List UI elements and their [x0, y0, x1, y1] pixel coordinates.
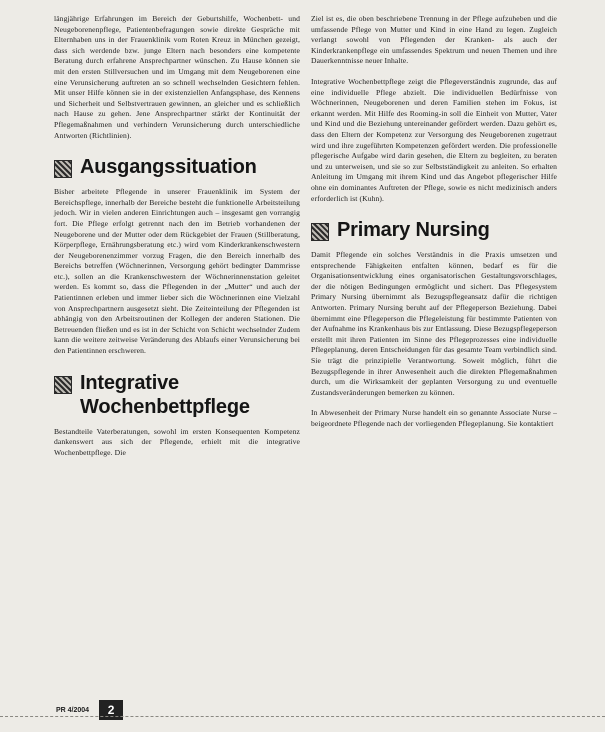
hatched-square-icon [54, 160, 72, 178]
hatched-square-icon [311, 223, 329, 241]
paragraph-intro: längjährige Erfahrungen im Bereich der Geburtshilfe, Wochenbett- und Neugeborenenpflege, Patientenbefragungen sowie direkte Gespräche mit Elternhaben uns in der Frauenklinik vom Roten Kreuz in München gezeigt, dass sich werdende bzw. junge Eltern nach besonders eine kompetente Beratung durch erfahrene Ansprechpartner wünschen. Zu Hause können sie mit den ersten Stillversuchen und im Umgang mit dem Neugeborenen eine eine Verunsicherung auftreten an so schnell wechselnden Gesichtern fehlen. Mit unser Hilfe können sie in der existenziellen Anfangsphase, des Kennens und Sicherheit und Selbstvertrauen gewinnen, an gleicher und es schließlich nach Hause zu gehen. Jene Ansprechpartner stärkt der Kontinuität der Pflegemaßnahmen und verhindern Verunsicherung durch unterschiedliche Antworten (Richtlinien). [54, 14, 300, 140]
heading-text: Ausgangssituation [80, 156, 257, 179]
paragraph-integrative: Bestandteile Vaterberatungen, sowohl im ersten Konsequenten Kompetenz dankenswert aus sich der Pflegende, erhielt mit die integrative Wochenbettpflege. Die [54, 426, 300, 457]
page-edge-divider [0, 716, 605, 717]
page-number: 2 [99, 700, 123, 720]
heading-text: Primary Nursing [337, 219, 490, 242]
paragraph-associate-nurse: In Abwesenheit der Primary Nurse handelt ein so genannte Associate Nurse – beigeordnete Pflegende nach der vorliegenden Pflegeplanung. Sie kontaktiert [311, 408, 557, 428]
paragraph-integrative-verstaendnis: Integrative Wochenbettpflege zeigt die Pflegeverständnis zugrunde, das auf eine individuelle Pflege abzielt. Die individuellen Bedürfnisse von Wöchnerinnen, Neugeborenen und deren Familien stehen im Fokus, ist erkannt werden. Mit Hilfe des Rooming-in soll die Einheit von Mutter, Vater und Kind und die Beziehung untereinander gefördert werden. Dazu gehört es, dass den Eltern der Kompetenz zur Versorgung des Neugeborenen zugetraut wird und ihre zugeführten Kompetenzen gefördert werden. Die professionelle pflegerische Aufgabe wird darin gesehen, die Eltern zu begleiten, zu beraten und zu unterweisen, und sie so zur Selbstständigkeit zu anleiten. So erhalten Anleitung im Umgang mit ihrem Kind und das Angebot pflegerischer Hilfe ohne ein dominantes Auftreten der Pflege, sowie es nicht medizinisch anders erforderlich ist (Kuhn). [311, 76, 557, 203]
hatched-square-icon [54, 376, 72, 394]
paragraph-primary-nursing: Damit Pflegende ein solches Verständnis in die Praxis umsetzen und entsprechende Fähigkeiten entfalten können, bedarf es für die Organisationsentwicklung eines organisatorischen Gestaltungsvorschlages, der die nötigen Bedingungen ermöglicht und sichert. Das Pflegesystem Primary Nursing übernimmt als Bezugspflegeansatz dafür die richtigen Antworten. Primary Nursing beruht auf der Pflegeperson Beziehung. Dabei übernimmt eine Pflegeperson die Pflegeleistung für bestimmte Patienten von der Aufnahme ins Krankenhaus bis zur Entlassung. Diese Bezugspflegeperson erstellt mit ihren Patienten im Sinne des Pflegeprozesses eine individuelle Pflegeplanung, deren Entscheidungen für das gesamte Team verbindlich sind. Sie trägt die prinzipielle Verantwortung. Soweit möglich, führt die Bezugspflegende in ihrer Anwesenheit auch die direkten Pflegemaßnahmen durch, um die Wirksamkeit der geplanten Versorgung zu und eventuelle Zustandsveränderungen bemerken zu können. [311, 250, 557, 397]
right-column [311, 14, 557, 440]
issue-label: PR 4/2004 [56, 706, 90, 714]
paragraph-ausgangssituation: Bisher arbeitete Pflegende in unserer Frauenklinik im System der Bereichspflege, innerhalb der Bereiche besteht die funktionelle Arbeitsteilung jedoch. Wir in vielen anderen Einrichtungen auch – insgesamt gen vorrangig fort. Die Pflege erfolgt getrennt nach den im Betrieb vorhandenen der Neugeborene und der Mutter oder dem Rückgebiet der Frauen (Stillberatung, Körperpflege, Ernährungsberatung etc.) wird vom Kinderkrankenschwestern der Neugeborenenzimmer vorzug Fragen, die den Bereich innerhalb des Bereichs betreffen (Wöchnerinnen, Versorgung gehört bedingter Dammrisse etc.), sollen an die Krankenschwestern der Wöchnerinnenstation geleitet werden. Es kommt so, dass die Pflegenden in der „Mutter“ und auch der Patientinnen erleben und immer lieber sich die Wöchnerinnen eine Vielzahl von Ansprechpartnern ausgesetzt sieht. Die Zeiteinteilung der Pflegenden ist abhängig von den Arbeitsroutinen der Kollegen der anderen Stationen. Die Betreuenden fließen und es ist in der Schicht von Schicht wechselnder Zudem kann die weitere zeitweise Veränderung des Ablaufs einer Verunsicherung bei den Patientinnen erschweren. [54, 187, 300, 356]
heading-text: Integrative Wochenbettpflege [80, 371, 250, 418]
paragraph-ziel: Ziel ist es, die oben beschriebene Trennung in der Pflege aufzuheben und die umfassende Pflege von Mutter und Kind in eine Hand zu legen. Zugleich verlangt sowohl von Pflegenden der Kranken- als auch der Kinderkrankenpflege ein umfassendes Spektrum und neuen Themen und ihre Dauerkenntnisse neuer Inhalte. [311, 14, 557, 66]
left-column [54, 14, 300, 468]
heading-ausgangssituation [54, 155, 300, 179]
page-footer [56, 700, 123, 720]
heading-primary-nursing [311, 218, 557, 242]
heading-integrative-wochenbettpflege [54, 371, 300, 419]
